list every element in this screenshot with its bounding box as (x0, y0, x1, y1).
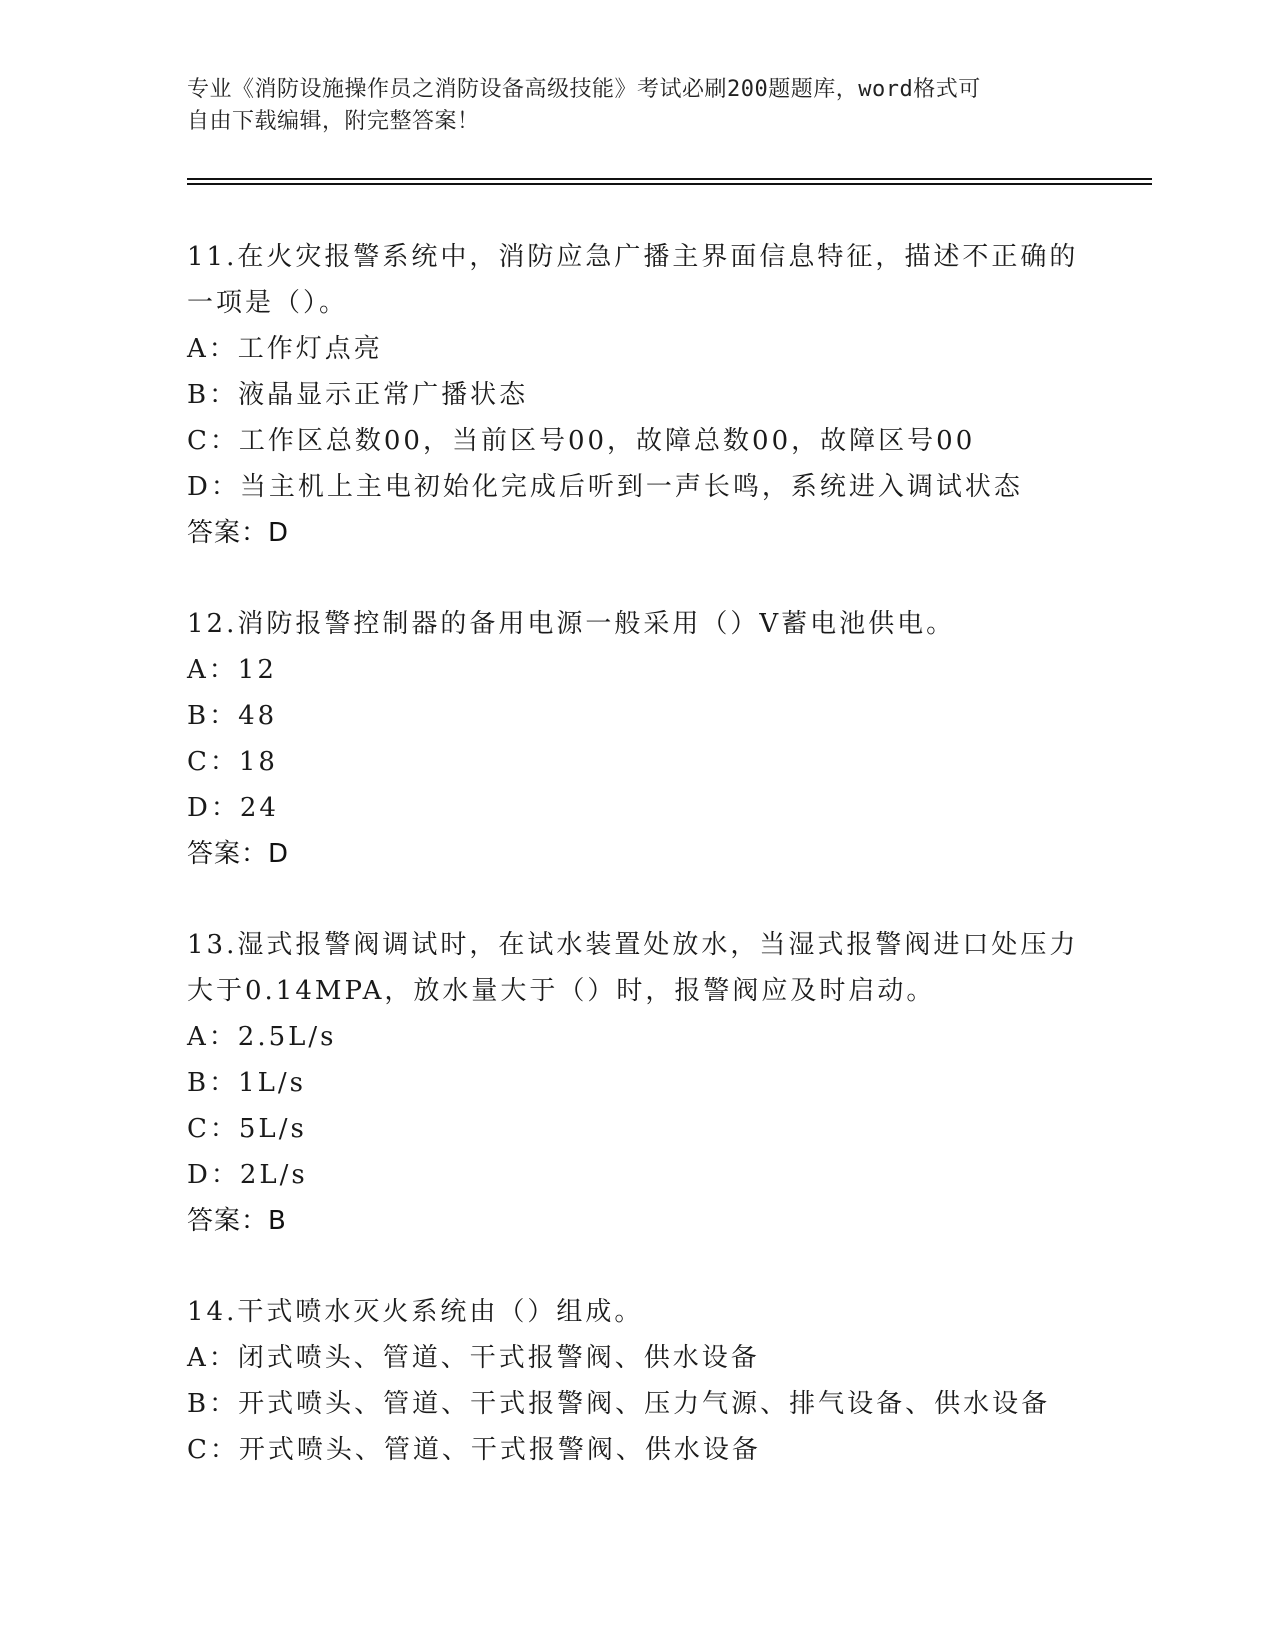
option-c: C：18 (187, 747, 278, 777)
question-list (187, 234, 1087, 1518)
option-c: C：5L/s (187, 1114, 307, 1144)
question-stem-line: 大于0.14MPA，放水量大于（）时，报警阀应及时启动。 (187, 976, 936, 1006)
option-a: A：闭式喷头、管道、干式报警阀、供水设备 (187, 1343, 760, 1373)
header-line-2: 自由下载编辑，附完整答案！ (187, 109, 480, 134)
option-a: A：工作灯点亮 (187, 334, 383, 364)
header-divider-top (187, 178, 1152, 180)
answer-line: 答案：B (187, 1206, 287, 1236)
option-b: B：液晶显示正常广播状态 (187, 380, 529, 410)
question-stem-line: 一项是（）。 (187, 288, 349, 318)
question-stem-line: 11.在火灾报警系统中，消防应急广播主界面信息特征，描述不正确的 (187, 242, 1079, 272)
header-divider-bottom (187, 183, 1152, 185)
question-stem-line: 13.湿式报警阀调试时，在试水装置处放水，当湿式报警阀进口处压力 (187, 930, 1079, 960)
option-c: C：工作区总数00，当前区号00，故障总数00，故障区号00 (187, 426, 976, 456)
option-d: D：24 (187, 793, 279, 823)
question-11 (187, 234, 1087, 556)
question-12 (187, 601, 1087, 877)
option-b: B：1L/s (187, 1068, 307, 1098)
answer-line: 答案：D (187, 839, 290, 869)
option-d: D：当主机上主电初始化完成后听到一声长鸣，系统进入调试状态 (187, 472, 1023, 502)
option-b: B：48 (187, 701, 278, 731)
header-line-1: 专业《消防设施操作员之消防设备高级技能》考试必刷200题题库，word格式可 (187, 77, 981, 102)
question-stem-line: 12.消防报警控制器的备用电源一般采用（）V蓄电池供电。 (187, 609, 956, 639)
option-d: D：2L/s (187, 1160, 308, 1190)
option-a: A：12 (187, 655, 277, 685)
answer-line: 答案：D (187, 518, 290, 548)
question-stem-line: 14.干式喷水灭火系统由（）组成。 (187, 1297, 644, 1327)
question-13 (187, 922, 1087, 1244)
document-header (187, 74, 1067, 138)
option-b: B：开式喷头、管道、干式报警阀、压力气源、排气设备、供水设备 (187, 1389, 1051, 1419)
option-a: A：2.5L/s (187, 1022, 337, 1052)
question-14 (187, 1289, 1087, 1473)
option-c: C：开式喷头、管道、干式报警阀、供水设备 (187, 1435, 761, 1465)
